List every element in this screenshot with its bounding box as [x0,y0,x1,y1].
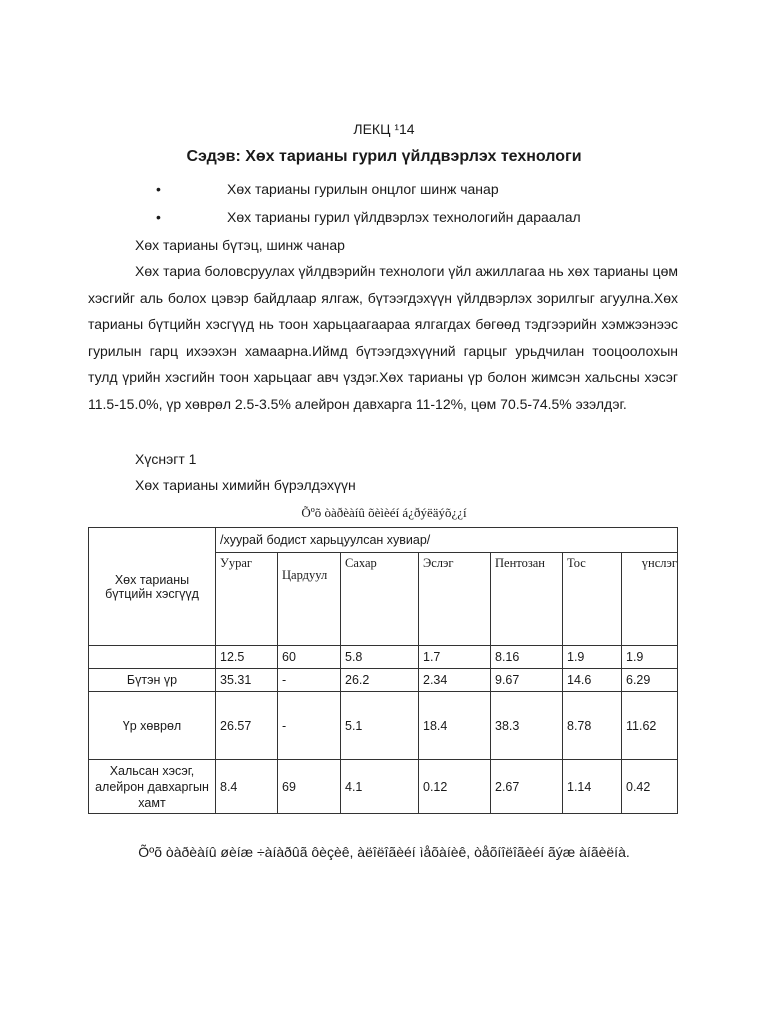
table-cell: 2.67 [491,760,563,814]
table-cell: 26.2 [341,669,419,692]
table-cell: 1.9 [563,646,622,669]
table-cell: 4.1 [341,760,419,814]
table-cell: - [278,692,341,760]
bullet-item: Хөх тарианы гурил үйлдвэрлэх технологийн дараалал [227,209,581,225]
table-cell: 14.6 [563,669,622,692]
table-cell: 11.62 [622,692,678,760]
lecture-number: ЛЕКЦ ¹14 [353,121,415,137]
table-cell: 69 [278,760,341,814]
table-cell: 1.7 [419,646,491,669]
table-cell: 8.78 [563,692,622,760]
table-row [89,669,678,692]
column-header: Уураг [216,553,278,646]
table-cell: 9.67 [491,669,563,692]
table-cell: 12.5 [216,646,278,669]
row-name: Үр хөврөл [89,692,216,760]
row-name: Бүтэн үр [89,669,216,692]
table-row [89,646,678,669]
table-cell: 60 [278,646,341,669]
table-cell: 0.42 [622,760,678,814]
footer-note: Õºõ òàðèàíû øèíæ ÷àíàðûã ôèçèê, àëîëîãèéí ìåõàíèê, òåõíîëîãèéí ãýæ àíãèëíà. [138,844,630,860]
table-cell: 8.4 [216,760,278,814]
row-name: Хальсан хэсэг, алейрон давхаргын хамт [89,760,216,814]
table-cell: 35.31 [216,669,278,692]
column-header: Пентозан [491,553,563,646]
table-row [89,760,678,814]
table-row [89,692,678,760]
table-label: Хүснэгт 1 [135,451,197,467]
table-cell: 1.14 [563,760,622,814]
table-cell: 26.57 [216,692,278,760]
group-header-cell: /хуурай бодист харьцуулсан хувиар/ [216,528,678,553]
row-name [89,646,216,669]
table-cell: 0.12 [419,760,491,814]
composition-table [88,527,678,814]
bullet-marker: • [156,209,161,225]
column-header: Тос [563,553,622,646]
table-title: Хөх тарианы химийн бүрэлдэхүүн [135,477,356,493]
section-heading: Хөх тарианы бүтэц, шинж чанар [135,237,345,253]
table-cell: 2.34 [419,669,491,692]
page-title: Сэдэв: Хөх тарианы гурил үйлдвэрлэх технологи [186,148,582,165]
table-cell: 18.4 [419,692,491,760]
column-header: Сахар [341,553,419,646]
table-cell: 5.8 [341,646,419,669]
column-header: Эслэг [419,553,491,646]
table-cell: 38.3 [491,692,563,760]
table-caption: Õºõ òàðèàíû õèìèéí á¿ðýëäýõ¿¿í [301,505,467,520]
bullet-marker: • [156,181,161,197]
bullet-item: Хөх тарианы гурилын онцлог шинж чанар [227,181,499,197]
table-cell: 8.16 [491,646,563,669]
column-header: Цардуул [278,553,341,646]
body-paragraph: Хөх тариа боловсруулах үйлдвэрийн технологи үйл ажиллагаа нь хөх тарианы цөм хэсгийг аль болох цэвэр байдлаар ялгаж, бүтээгдэхүүн үйлдвэрлэх зорилгыг агуулна.Хөх тарианы бүтцийн хэсгүүд нь тоон харьцаагаараа ялгагдах бөгөөд тэдгээрийн хэмжээнээс гурилын гарц ихээхэн хамаарна.Иймд бүтээгдэхүүний гарцыг урьдчилан тооцоолохын тулд үрийн хэсгийн тоон харьцааг авч үздэг.Хөх тарианы үр болон жимсэн хальсны хэсэг 11.5-15.0%, үр хөврөл 2.5-3.5% алейрон давхарга 11-12%, цөм 70.5-74.5% эзэлдэг. [88,263,678,412]
column-header: үнслэг [622,553,678,646]
table-cell: - [278,669,341,692]
table-cell: 1.9 [622,646,678,669]
table-cell: 6.29 [622,669,678,692]
row-header-cell: Хөх тарианы бүтцийн хэсгүүд [89,528,216,646]
table-cell: 5.1 [341,692,419,760]
